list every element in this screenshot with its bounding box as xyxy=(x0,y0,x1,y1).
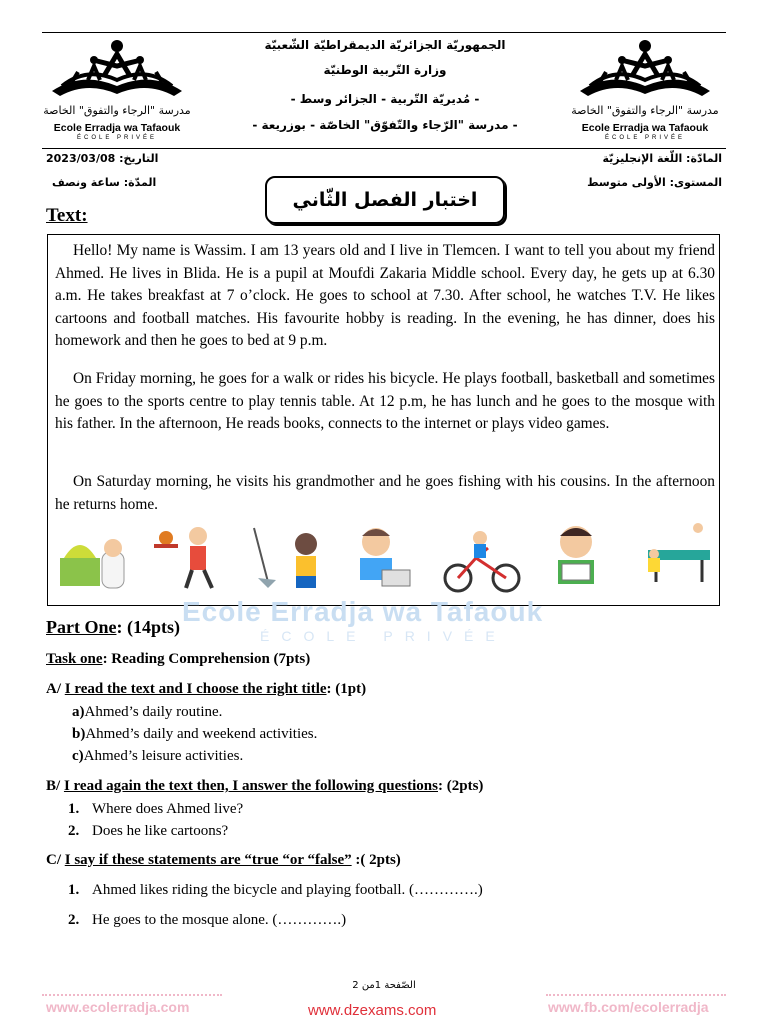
logo-school-name: Ecole Erradja wa Tafaouk xyxy=(581,122,709,134)
header-ministry: وزارة التّربية الوطنيّة xyxy=(323,63,447,77)
question-number: 2. xyxy=(68,823,80,839)
question-a-heading xyxy=(46,681,366,698)
logo-arabic-name: مدرسة "الرجاء والتفوق" الخاصة xyxy=(43,104,191,117)
fishing-boy-illustration xyxy=(248,522,330,592)
question-text: Where does Ahmed live? xyxy=(92,801,244,817)
question-c-points: :( 2pts) xyxy=(351,852,401,868)
text-paragraph-3: On Saturday morning, he visits his grandmother and he goes fishing with his cousins. In the afternoon he returns home. xyxy=(55,473,715,513)
logo-arabic-name: مدرسة "الرجاء والتفوق" الخاصة xyxy=(571,104,719,117)
exam-duration: المدّة: ساعة ونصف xyxy=(52,176,157,189)
footer-left-url[interactable]: www.ecolerradja.com xyxy=(46,999,190,1015)
question-b-prefix: B/ xyxy=(46,778,64,794)
question-c-instruction: I say if these statements are “true “or “false” xyxy=(64,852,352,868)
text-paragraph-1: Hello! My name is Wassim. I am 13 years old and I live in Tlemcen. I want to tell you about my friend Ahmed. He lives in Blida. He is a pupil at Moufdi Zakaria Middle school. Every day, he gets up at 6.30 a.m. He takes breakfast at 7 o’clock. He goes to school at 7.30. After school, he watches T.V. He likes cartoons and football matches. His favourite hobby is reading. In the evening, he has dinner, does his homework and then he goes to bed at 9 p.m. xyxy=(55,242,715,350)
part-one-points: : (14pts) xyxy=(116,617,180,637)
question-c-heading xyxy=(46,852,401,869)
school-emblem-icon xyxy=(42,36,192,106)
footer-right-divider xyxy=(546,994,726,996)
task-one-heading xyxy=(46,651,310,668)
task-one-label: Task one xyxy=(46,651,103,667)
page-number: الصّفحة 1من 2 xyxy=(352,980,416,991)
school-logo-left xyxy=(42,36,192,141)
exam-title: اختبار الفصل الثّاني xyxy=(265,176,505,224)
statement-text: He goes to the mosque alone. (………….) xyxy=(92,912,347,928)
question-a-prefix: A/ xyxy=(46,681,65,697)
option-letter: c) xyxy=(72,748,84,764)
basketball-boy-illustration xyxy=(150,522,232,592)
exam-subject: المادّة: اللّغة الإنجليزيّة xyxy=(602,152,722,165)
question-b-heading xyxy=(46,778,483,795)
watermark-subtitle: ÉCOLE PRIVÉE xyxy=(260,628,507,644)
exam-level: المستوى: الأولى متوسط xyxy=(587,176,722,189)
part-one-heading xyxy=(46,617,180,638)
header-bottom-rule xyxy=(42,148,726,149)
school-emblem-icon xyxy=(570,36,720,106)
task-one-title: : Reading Comprehension (7pts) xyxy=(102,651,311,667)
statement-text: Ahmed likes riding the bicycle and playing football. (………….) xyxy=(92,882,483,898)
logo-subtitle: ÉCOLE PRIVÉE xyxy=(604,135,685,141)
school-logo-right xyxy=(570,36,720,141)
mosque-boy-illustration xyxy=(58,522,130,592)
option-text: Ahmed’s daily and weekend activities. xyxy=(85,726,318,742)
header-republic: الجمهوريّة الجزائريّة الديمقراطيّة الشّعبيّة xyxy=(264,38,506,52)
question-a-points: : (1pt) xyxy=(326,681,367,697)
footer-left-divider xyxy=(42,994,222,996)
option-a xyxy=(72,704,222,721)
watermark-school-name: Ecole Erradja wa Tafaouk xyxy=(182,596,544,627)
option-b xyxy=(72,726,317,743)
question-b-instruction: I read again the text then, I answer the following questions xyxy=(63,778,438,794)
part-one-title: Part One xyxy=(46,617,117,637)
header-top-rule xyxy=(42,32,726,33)
question-c-prefix: C/ xyxy=(46,852,65,868)
bicycle-boy-illustration xyxy=(442,528,524,594)
option-text: Ahmed’s leisure activities. xyxy=(83,748,244,764)
option-c xyxy=(72,748,243,765)
option-letter: a) xyxy=(72,704,85,720)
question-a-instruction: I read the text and I choose the right title xyxy=(64,681,327,697)
logo-subtitle: ÉCOLE PRIVÉE xyxy=(76,135,157,141)
footer-center-url[interactable]: www.dzexams.com xyxy=(308,1002,437,1019)
question-b-points: : (2pts) xyxy=(438,778,484,794)
text-heading: Text: xyxy=(46,205,88,226)
footer-right-url[interactable]: www.fb.com/ecolerradja xyxy=(548,999,709,1015)
option-text: Ahmed’s daily routine. xyxy=(84,704,223,720)
exam-date: التاريخ: 2023/03/08 xyxy=(46,152,159,165)
header-directorate: - مُديريّة التّربية - الجزائر وسط - xyxy=(290,92,480,106)
table-tennis-illustration xyxy=(636,520,718,592)
question-text: Does he like cartoons? xyxy=(92,823,229,839)
question-number: 1. xyxy=(68,801,80,817)
logo-school-name: Ecole Erradja wa Tafaouk xyxy=(53,122,181,134)
laptop-boy-illustration xyxy=(346,522,416,594)
header-school: - مدرسة "الرّجاء والتّفوّق" الخاصّة - بوزريعة - xyxy=(252,118,518,132)
text-paragraph-2: On Friday morning, he goes for a walk or rides his bicycle. He plays football, basketball and sometimes he goes to the sports centre to play tennis table. At 12 p.m, he has lunch and he goes to the mosque with his father. In the afternoon, He reads books, connects to the internet or plays video games. xyxy=(55,370,715,433)
reading-boy-illustration xyxy=(544,520,608,592)
statement-number: 2. xyxy=(68,912,80,928)
statement-number: 1. xyxy=(68,882,80,898)
option-letter: b) xyxy=(72,726,86,742)
